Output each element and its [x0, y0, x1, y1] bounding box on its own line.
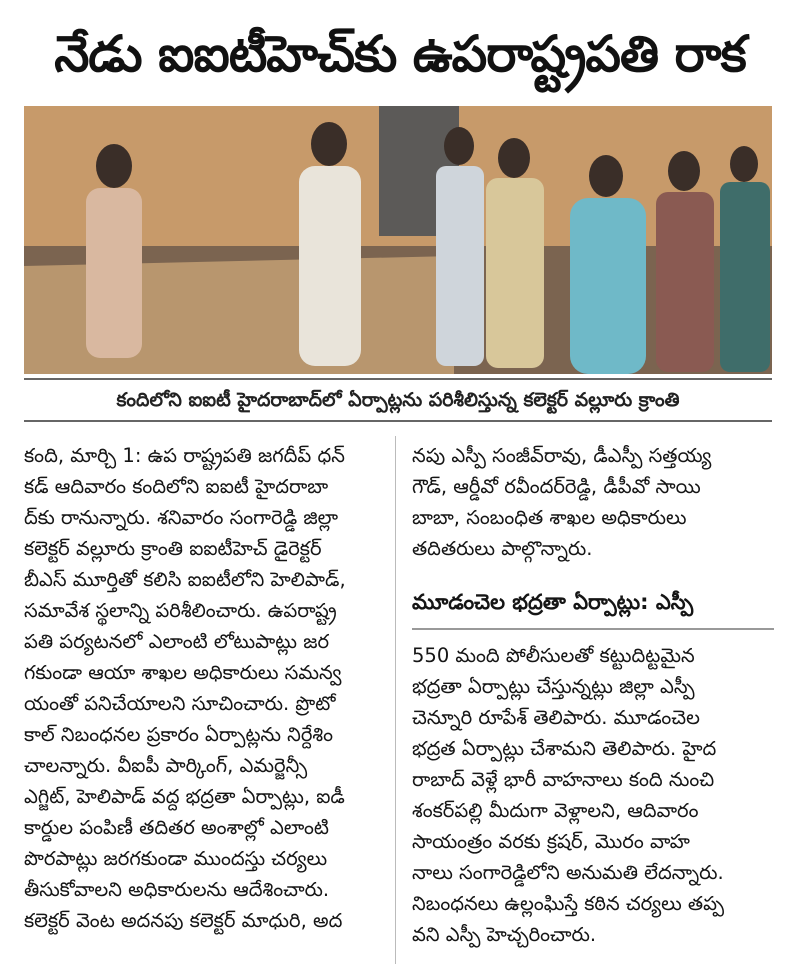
article-line: రాబాద్ వెళ్లే భారీ వాహనాలు కంది నుంచి [412, 768, 715, 791]
article-line: కడ్ ఆదివారం కందిలోని ఐఐటీ హైదరాబా [24, 475, 329, 498]
article-line: గౌడ్, ఆర్డీవో రవీందర్‌రెడ్డి, డీపీవో సాయి [412, 475, 701, 498]
article-line: వని ఎస్పీ హెచ్చరించారు. [412, 923, 597, 946]
sub-heading: మూడంచెల భద్రతా ఏర్పాట్లు: ఎస్పీ [412, 576, 774, 630]
article-line: కార్డుల పంపిణీ తదితర అంశాల్లో ఎలాంటి [24, 816, 329, 839]
headline: నేడు ఐఐటీహెచ్‌కు ఉపరాష్ట్రపతి రాక [54, 25, 746, 83]
article-line: ఎగ్జిట్, హెలిపాడ్ వద్ద భద్రతా ఏర్పాట్లు, ఐడీ [24, 785, 345, 808]
article-line: ద్‌కు రానున్నారు. శనివారం సంగారెడ్డి జిల్లా [24, 506, 338, 529]
column-divider [395, 436, 396, 964]
article-line: నాలు సంగారెడ్డిలోని అనుమతి లేదన్నారు. [412, 861, 724, 884]
photo-caption: కందిలోని ఐఐటీ హైదరాబాద్‌లో ఏర్పాట్లను పరిశీలిస్తున్న కలెక్టర్ వల్లూరు క్రాంతి [24, 378, 772, 422]
article-line: నపు ఎస్పీ సంజీవ్‌రావు, డీఎస్పీ సత్తయ్య [412, 444, 712, 467]
article-line: కాల్ నిబంధనల ప్రకారం ఏర్పాట్లను నిర్దేశిం [24, 723, 334, 746]
article-line: నిబంధనలు ఉల్లంఘిస్తే కఠిన చర్యలు తప్ప [412, 892, 725, 915]
article-line: బీఎస్ మూర్తితో కలిసి ఐఐటీలోని హెలిపాడ్, [24, 568, 346, 591]
article-line: సాయంత్రం వరకు క్రషర్, మొరం వాహ [412, 830, 690, 853]
article-line: కంది, మార్చి 1: ఉప రాష్ట్రపతి జగదీప్ ధన్ [24, 444, 345, 467]
article-line: చాలన్నారు. వీఐపీ పార్కింగ్, ఎమర్జెన్సీ [24, 754, 308, 777]
article-right-column [412, 440, 774, 950]
article-line: కలెక్టర్ వల్లూరు క్రాంతి ఐఐటీహెచ్ డైరెక్టర్ [24, 537, 322, 560]
article-line: కలెక్టర్ వెంట అదనపు కలెక్టర్ మాధురి, అద [24, 909, 343, 932]
article-line: యంతో పనిచేయాలని సూచించారు. ప్రొటో [24, 692, 336, 715]
article-line: భద్రత ఏర్పాట్లు చేశామని తెలిపారు. హైద [412, 737, 717, 760]
article-line: తీసుకోవాలని అధికారులను ఆదేశించారు. [24, 878, 330, 901]
article-line: తదితరులు పాల్గొన్నారు. [412, 537, 593, 560]
article-line: భద్రతా ఏర్పాట్లు చేస్తున్నట్లు జిల్లా ఎస్పీ [412, 675, 695, 698]
article-line: బాబా, సంబంధిత శాఖల అధికారులు [412, 506, 687, 529]
news-photo [24, 106, 772, 374]
article-line: 550 మంది పోలీసులతో కట్టుదిట్టమైన [412, 644, 695, 667]
article-left-column [24, 440, 378, 936]
article-line: చెన్నూరి రూపేశ్ తెలిపారు. మూడంచెల [412, 706, 700, 729]
article-line: పతి పర్యటనలో ఎలాంటి లోటుపాట్లు జర [24, 630, 330, 653]
article-line: గకుండా ఆయా శాఖల అధికారులు సమన్వ [24, 661, 342, 684]
article-line: పొరపాట్లు జరగకుండా ముందస్తు చర్యలు [24, 847, 328, 870]
article-line: శంకర్‌పల్లి మీదుగా వెళ్లాలని, ఆదివారం [412, 799, 699, 822]
article-line: సమావేశ స్థలాన్ని పరిశీలించారు. ఉపరాష్ట్ర [24, 599, 337, 622]
